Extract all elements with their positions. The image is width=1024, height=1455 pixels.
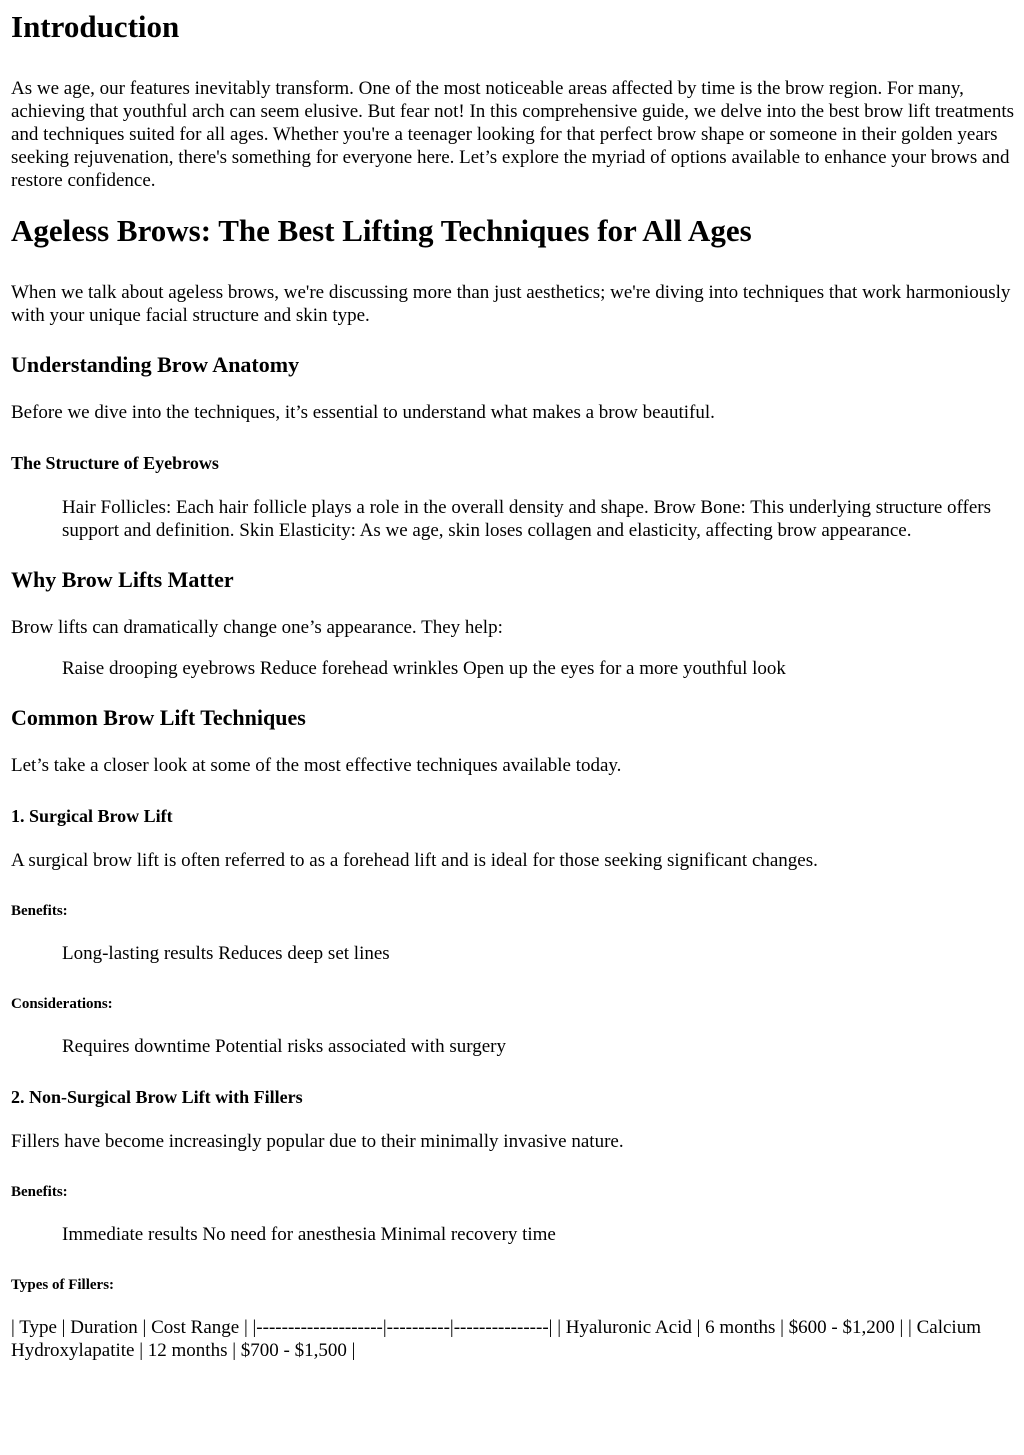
- why-list: Raise drooping eyebrows Reduce forehead wrinkles Open up the eyes for a more youthful look: [62, 658, 786, 679]
- anatomy-heading: Understanding Brow Anatomy: [11, 352, 300, 377]
- surgical-benefits-list: Long-lasting results Reduces deep set lines: [62, 943, 390, 964]
- fillers-paragraph: Fillers have become increasingly popular due to their minimally invasive nature.: [11, 1131, 624, 1152]
- surgical-considerations-list: Requires downtime Potential risks associated with surgery: [62, 1036, 506, 1057]
- ageless-paragraph: When we talk about ageless brows, we're discussing more than just aesthetics; we're diving into techniques that work harmoniously with your unique facial structure and skin type.: [11, 282, 1011, 326]
- fillers-benefits-list: Immediate results No need for anesthesia Minimal recovery time: [62, 1224, 556, 1245]
- why-heading: Why Brow Lifts Matter: [11, 567, 234, 592]
- surgical-paragraph: A surgical brow lift is often referred to as a forehead lift and is ideal for those seeking significant changes.: [11, 850, 818, 871]
- anatomy-paragraph: Before we dive into the techniques, it’s essential to understand what makes a brow beautiful.: [11, 402, 715, 423]
- intro-paragraph: As we age, our features inevitably transform. One of the most noticeable areas affected by time is the brow region. For many, achieving that youthful arch can seem elusive. But fear not! In this comprehensive guide, we delve into the best brow lift treatments and techniques suited for all ages. Whether you're a teenager looking for that perfect brow shape or someone in their golden years seeking rejuvenation, there's something for everyone here. Let’s explore the myriad of options available to enhance your brows and restore confidence.: [11, 78, 1015, 191]
- fillers-types-heading: Types of Fillers:: [11, 1277, 115, 1293]
- ageless-heading: Ageless Brows: The Best Lifting Techniques for All Ages: [11, 213, 752, 248]
- fillers-types-table-text: | Type | Duration | Cost Range | |--------------------|----------|---------------| | Hyaluronic Acid | 6 months | $600 - $1,200 | | Calcium Hydroxylapatite | 12 months | $700 - $1,500 |: [11, 1317, 981, 1361]
- fillers-benefits-heading: Benefits:: [11, 1184, 68, 1200]
- fillers-heading: 2. Non-Surgical Brow Lift with Fillers: [11, 1087, 303, 1107]
- structure-list: Hair Follicles: Each hair follicle plays a role in the overall density and shape. Brow Bone: This underlying structure offers support and definition. Skin Elasticity: As we age, skin loses collagen and elasticity, affecting brow appearance.: [62, 497, 991, 541]
- intro-heading: Introduction: [11, 9, 180, 44]
- surgical-benefits-heading: Benefits:: [11, 903, 68, 919]
- surgical-considerations-heading: Considerations:: [11, 996, 113, 1012]
- article: [0, 9, 1024, 1362]
- common-heading: Common Brow Lift Techniques: [11, 705, 306, 730]
- surgical-heading: 1. Surgical Brow Lift: [11, 806, 173, 826]
- common-paragraph: Let’s take a closer look at some of the most effective techniques available today.: [11, 755, 622, 776]
- why-paragraph: Brow lifts can dramatically change one’s appearance. They help:: [11, 617, 503, 638]
- structure-heading: The Structure of Eyebrows: [11, 453, 219, 473]
